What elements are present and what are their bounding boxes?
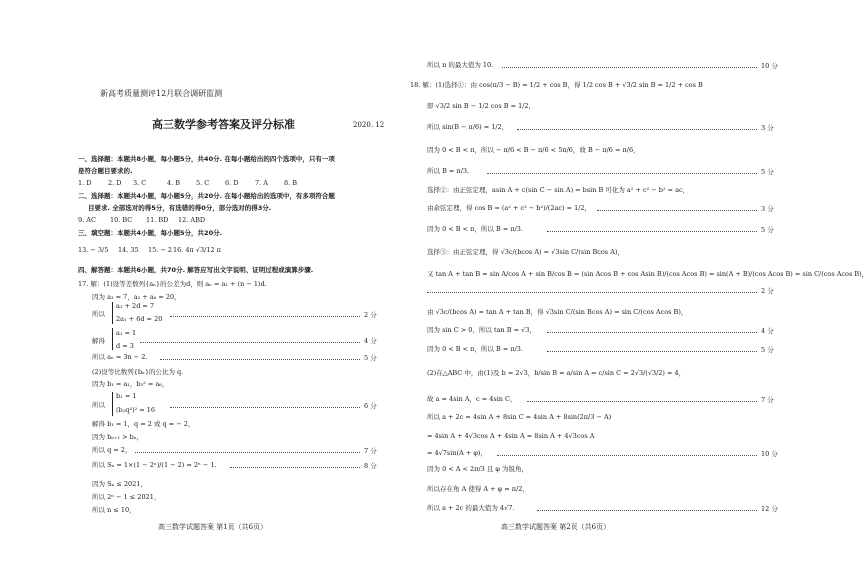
score-leader: [527, 401, 757, 402]
score-leader: [547, 351, 757, 352]
p17-line: 所以 q = 2，: [92, 446, 132, 454]
sec1-answer: 1. D: [78, 179, 92, 187]
score-leader: [170, 407, 360, 408]
section4-heading: 四、解答题：本题共6小题，共70分. 解答应写出文字说明、证明过程或演算步骤.: [78, 266, 314, 274]
section1-heading: 一、选择题：本题共8小题，每小题5分，共40分. 在每小题给出的四个选项中，只有一项: [78, 155, 335, 163]
p17-line: 所以: [92, 401, 105, 409]
score-label: 5 分: [761, 226, 774, 234]
section3-heading: 三、填空题：本题共4小题，每小题5分，共20分.: [78, 229, 223, 237]
p17-system: d = 3: [116, 342, 134, 350]
p17-system: b₁ = 1: [116, 392, 137, 400]
score-leader: [230, 467, 360, 468]
answer-line: 选择③：由正弦定理，得 √3c/(bcos A) = √3sin C/(sin Bcos A)，: [427, 248, 624, 256]
section2-heading: 二、选择题：本题共4小题，每小题5分，共20分. 在每小题给出的选项中，有多项符合题: [78, 192, 335, 200]
score-label: 4 分: [364, 337, 377, 345]
answer-line: 因为 0 < B < π，所以 B = π/3.: [427, 345, 523, 353]
score-label: 12 分: [761, 505, 778, 513]
answer-line: 所以 a + 2c = 4sin A + 8sin C = 4sin A + 8sin(2π/3 − A): [427, 413, 612, 421]
answer-line: 因为 sin C > 0，所以 tan B = √3，: [427, 326, 536, 334]
page-footer: 高三数学试题答案 第2页（共6页）: [501, 523, 611, 531]
p17-system: a₁ = 1: [116, 329, 137, 337]
score-label: 8 分: [364, 462, 377, 470]
p17-system: 2a₁ + 6d = 20: [116, 315, 163, 323]
answer-line: 因为 0 < B < π，所以 B = π/3.: [427, 225, 523, 233]
score-leader: [547, 231, 757, 232]
section2-heading-2: 目要求. 全部选对的得5分，有选错的得0分，部分选对的得3分.: [88, 204, 272, 212]
score-label: 3 分: [761, 205, 774, 213]
answer-line: 由 √3c/(bcos A) = tan A + tan B，得 √3sin C/(sin Bcos A) = sin C/(cos Acos B)，: [427, 308, 688, 316]
answer-line: 18. 解：(1)选择①：由 cos(π/3 − B) = 1/2 + cos B，得 1/2 cos B + √3/2 sin B = 1/2 + cos B: [410, 81, 703, 89]
answer-line: 所以 B = π/3.: [427, 167, 470, 175]
sec1-answer: 7. A: [255, 179, 268, 187]
p17-line: 所以 Sₙ = 1×(1 − 2ⁿ)/(1 − 2) = 2ⁿ − 1.: [92, 461, 217, 469]
answer-line: 所以 a + 2c 的最大值为 4√7.: [427, 504, 515, 512]
system-brace: [112, 302, 113, 324]
answer-line: 故 a = 4sin A，c = 4sin C，: [427, 395, 517, 403]
sec2-answer: 10. BC: [110, 216, 133, 224]
answer-line: 由余弦定理，得 cos B = (a² + c² − b²)/(2ac) = 1/2，: [427, 204, 592, 212]
section1-heading-2: 是符合题目要求的.: [78, 167, 133, 175]
score-leader: [547, 332, 757, 333]
answer-line: 因为 0 < A < 2π/3 且 φ 为锐角，: [427, 465, 529, 473]
sec1-answer: 2. D: [108, 179, 122, 187]
answer-line: 即 √3/2 sin B − 1/2 cos B = 1/2，: [427, 102, 536, 110]
score-leader: [140, 342, 360, 343]
score-label: 5 分: [761, 168, 774, 176]
date: 2020. 12: [353, 121, 385, 129]
sec2-answer: 11. BD: [146, 216, 169, 224]
score-leader: [487, 173, 757, 174]
answer-line: 所以存在角 A 使得 A + φ = π/2，: [427, 485, 529, 493]
score-label: 5 分: [761, 346, 774, 354]
answer-line: 选择②：由正弦定理，asin A + c(sin C − sin A) = bsin B 可化为 a² + c² − b² = ac，: [427, 186, 690, 194]
fill-answer-14: 14. 35: [118, 246, 139, 254]
p17-line: 17. 解：(1)设等差数列{aₙ}的公差为d，则 aₙ = a₁ + (n − 1)d.: [78, 280, 267, 288]
p17-line: (2)设等比数列{bₙ}的公比为 q.: [92, 368, 184, 376]
score-label: 3 分: [761, 124, 774, 132]
score-label: 7 分: [761, 396, 774, 404]
answer-line: = 4√7sin(A + φ)，: [427, 449, 487, 457]
p17-line: 所以 aₙ = 3n − 2.: [92, 353, 148, 361]
sec1-answer: 8. B: [284, 179, 298, 187]
right-page: [397, 0, 868, 573]
p17-line: 因为 Sₙ ≤ 2021，: [92, 480, 147, 488]
p17-system: a₁ + 2d = 7: [116, 302, 155, 310]
p17-line: 解得 b₁ = 1，q = 2 或 q = − 2，: [92, 420, 195, 428]
score-leader: [497, 455, 757, 456]
score-label: 10 分: [761, 450, 778, 458]
left-page: [0, 0, 397, 573]
score-leader: [427, 292, 757, 293]
p17-line: 所以: [92, 310, 105, 318]
score-label: 5 分: [364, 354, 377, 362]
fill-answer-13: 13. − 3/5: [78, 246, 109, 254]
sec2-answer: 12. ABD: [178, 216, 206, 224]
system-brace: [112, 392, 113, 416]
p17-line: 所以 2ⁿ − 1 ≤ 2021，: [92, 493, 161, 501]
score-label: 6 分: [364, 402, 377, 410]
answer-line: 又 tan A + tan B = sin A/cos A + sin B/cos B = (sin Acos B + cos Asin B)/(cos Acos B) = sin(A + B)/(cos Acos B) = sin C/(cos Acos B)，: [427, 270, 868, 278]
fill-answer-16: 16. 4π √3/12 π: [173, 246, 221, 254]
answer-line: 所以 n 的最大值为 10.: [427, 61, 494, 69]
sec1-answer: 6. D: [225, 179, 239, 187]
answer-line: 因为 0 < B < π，所以 − π/6 < B − π/6 < 5π/6，故 B − π/6 = π/6，: [427, 146, 640, 154]
score-leader: [517, 129, 757, 130]
exam-supertitle: 新高考质量测评12月联合调研监测: [100, 89, 223, 98]
answer-line: (2)在△ABC 中，由(1)及 b = 2√3，b/sin B = a/sin A = c/sin C = 2√3/(√3/2) = 4，: [427, 369, 686, 377]
p17-system: (b₁q²)² = 16: [116, 406, 156, 414]
page-title: 高三数学参考答案及评分标准: [152, 118, 295, 131]
score-leader: [502, 67, 757, 68]
sec1-answer: 4. B: [167, 179, 181, 187]
score-leader: [597, 210, 757, 211]
p17-line: 所以 n ≤ 10，: [92, 506, 136, 514]
answer-line: 所以 sin(B − π/6) = 1/2，: [427, 123, 509, 131]
score-leader: [160, 359, 360, 360]
p17-line: 因为 bₙ₊₁ > bₙ，: [92, 433, 144, 441]
score-label: 2 分: [364, 311, 377, 319]
score-leader: [537, 510, 757, 511]
sec2-answer: 9. AC: [78, 216, 96, 224]
score-label: 10 分: [761, 62, 778, 70]
page-footer: 高三数学试题答案 第1页（共6页）: [158, 523, 268, 531]
score-leader: [135, 452, 360, 453]
score-leader: [170, 316, 360, 317]
answer-line: = 4sin A + 4√3cos A + 4sin A = 8sin A + 4√3cos A: [427, 432, 595, 440]
p17-line: 因为 a₃ = 7，a₂ + a₆ = 20，: [92, 293, 181, 301]
p17-line: 解得: [92, 337, 105, 345]
fill-answer-15: 15. − 2: [148, 246, 173, 254]
system-brace: [112, 328, 113, 350]
score-label: 4 分: [761, 327, 774, 335]
score-label: 7 分: [364, 447, 377, 455]
score-label: 2 分: [761, 287, 774, 295]
sec1-answer: 3. C: [133, 179, 147, 187]
p17-line: 因为 b₁ = a₁，b₃² = a₆，: [92, 380, 169, 388]
sec1-answer: 5. C: [196, 179, 210, 187]
